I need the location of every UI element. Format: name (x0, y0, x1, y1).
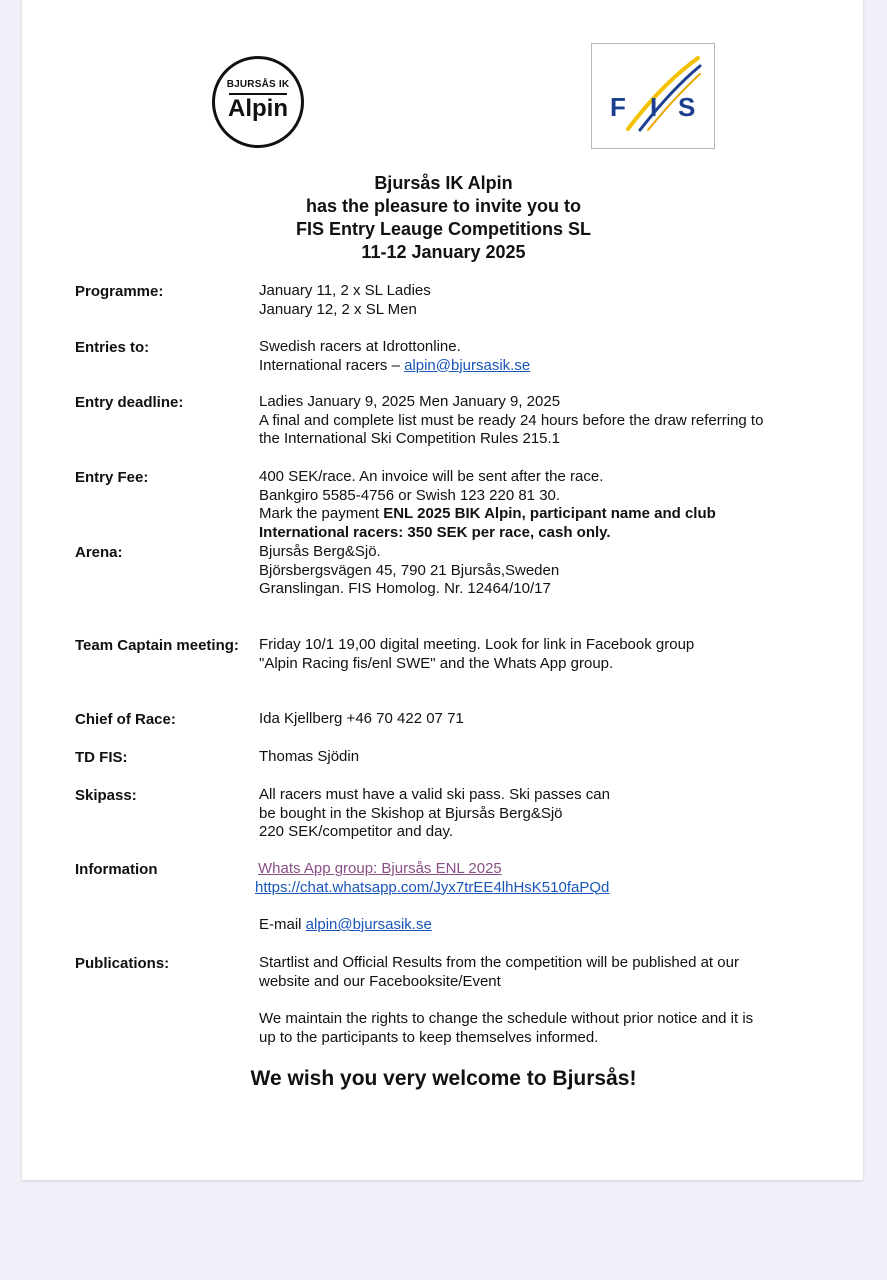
td-label: TD FIS: (75, 749, 128, 766)
publications-label: Publications: (75, 955, 170, 972)
arena-line: Björsbergsvägen 45, 790 21 Bjursås,Sweden (259, 561, 560, 579)
captain-value (259, 636, 694, 673)
information-email (259, 916, 432, 935)
skipass-label: Skipass: (75, 787, 137, 804)
club-logo-top-text: BJURSÅS IK (226, 78, 290, 90)
information-label: Information (75, 861, 158, 878)
information-value (255, 860, 610, 897)
deadline-value (259, 393, 763, 449)
captain-label: Team Captain meeting: (75, 637, 239, 654)
header-invite: has the pleasure to invite you to (305, 196, 582, 216)
fee-mark-prefix: Mark the payment (259, 505, 384, 523)
deadline-label: Entry deadline: (75, 394, 184, 411)
programme-value (259, 282, 431, 319)
arena-line: Bjursås Berg&Sjö. (259, 543, 381, 560)
arena-line: Granslingan. FIS Homolog. Nr. 12464/10/17 (259, 580, 551, 598)
publications-line: website and our Facebooksite/Event (259, 972, 501, 990)
email-prefix: E-mail (259, 916, 306, 933)
fee-international: International racers: 350 SEK per race, cash only. (259, 523, 611, 541)
deadline-line: the International Ski Competition Rules 215.1 (259, 430, 561, 448)
captain-line: "Alpin Racing fis/enl SWE" and the Whats App group. (259, 654, 614, 672)
fis-logo (591, 43, 715, 149)
programme-label: Programme: (75, 283, 164, 300)
chief-label: Chief of Race: (75, 711, 176, 728)
club-logo (212, 56, 304, 148)
club-logo-main-text: Alpin (228, 94, 288, 122)
entries-line: Swedish racers at Idrottonline. (259, 338, 461, 355)
skipass-value (259, 786, 610, 842)
fee-mark-bold: ENL 2025 BIK Alpin, participant name and club (383, 505, 716, 523)
arena-value (259, 543, 559, 599)
fee-line: 400 SEK/race. An invoice will be sent after the race. (259, 468, 604, 485)
entries-line (259, 357, 530, 376)
disclaimer-line: up to the participants to keep themselves informed. (259, 1028, 599, 1046)
header-competition: FIS Entry Leauge Competitions SL (295, 219, 592, 239)
whatsapp-url-link[interactable]: https://chat.whatsapp.com/Jyx7trEE4lhHsK510faPQd (255, 878, 610, 896)
fee-label: Entry Fee: (75, 469, 149, 486)
captain-line: Friday 10/1 19,00 digital meeting. Look for link in Facebook group (259, 636, 695, 653)
chief-value: Ida Kjellberg +46 70 422 07 71 (259, 710, 464, 727)
whatsapp-group-link[interactable]: Whats App group: Bjursås ENL 2025 (258, 860, 502, 877)
fee-line (259, 505, 716, 524)
svg-text:S: S (678, 92, 696, 122)
fee-line: Bankgiro 5585-4756 or Swish 123 220 81 30. (259, 486, 561, 504)
header-dates: 11-12 January 2025 (361, 242, 526, 262)
publications-value (259, 954, 739, 991)
header-club: Bjursås IK Alpin (374, 173, 513, 193)
deadline-line: A final and complete list must be ready 24 hours before the draw referring to (259, 411, 764, 429)
td-value: Thomas Sjödin (259, 748, 360, 765)
programme-line: January 12, 2 x SL Men (259, 300, 417, 318)
deadline-line: Ladies January 9, 2025 Men January 9, 2025 (259, 393, 561, 410)
programme-line: January 11, 2 x SL Ladies (259, 282, 431, 299)
svg-text:F: F (610, 92, 626, 122)
invitation-header (0, 172, 887, 264)
skipass-line: be bought in the Skishop at Bjursås Berg&Sjö (259, 804, 563, 822)
skipass-line: 220 SEK/competitor and day. (259, 823, 454, 841)
arena-label: Arena: (75, 544, 123, 561)
fee-value (259, 468, 716, 542)
entries-prefix: International racers – (259, 356, 405, 374)
disclaimer-line: We maintain the rights to change the schedule without prior notice and it is (259, 1010, 754, 1027)
disclaimer (259, 1010, 753, 1047)
skipass-line: All racers must have a valid ski pass. Ski passes can (259, 786, 610, 803)
svg-text:I: I (650, 92, 658, 122)
closing-message: We wish you very welcome to Bjursås! (250, 1067, 637, 1090)
information-email-link[interactable]: alpin@bjursasik.se (305, 916, 432, 933)
fis-logo-graphic (592, 44, 714, 148)
entries-email-link[interactable]: alpin@bjursasik.se (404, 356, 531, 374)
entries-label: Entries to: (75, 339, 150, 356)
publications-line: Startlist and Official Results from the competition will be published at our (259, 954, 739, 971)
entries-value (259, 338, 530, 375)
